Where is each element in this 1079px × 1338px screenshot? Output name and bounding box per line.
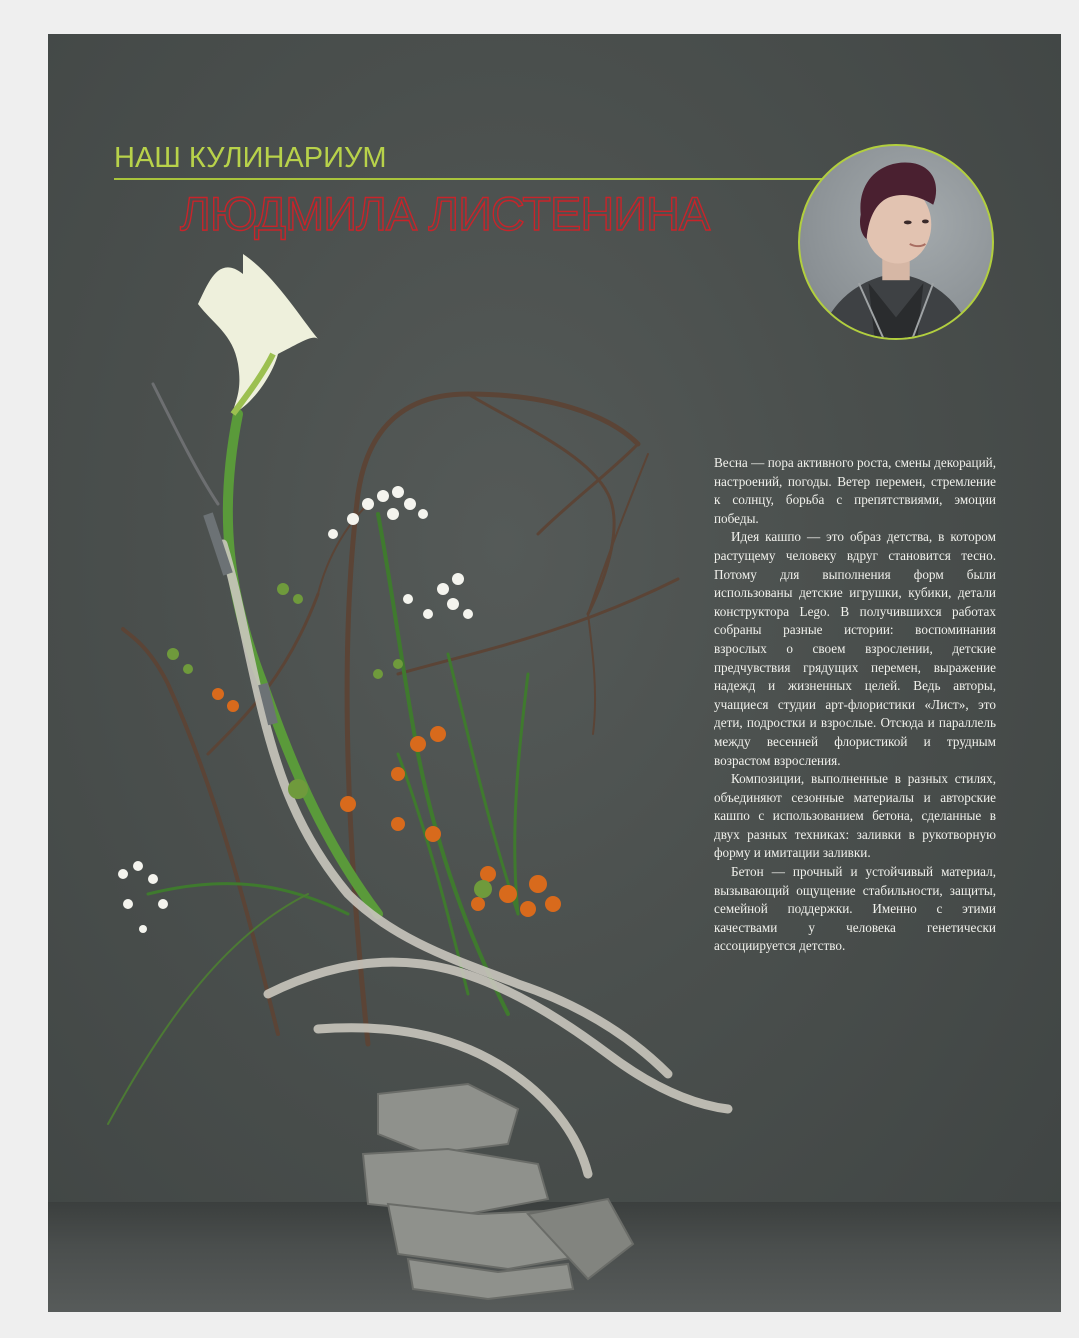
article-paragraph-1: Весна — пора активного роста, смены декораций, настроений, погоды. Ветер перемен, стремление к солнцу, борьба с препятствиями, эмоции победы. [714, 455, 996, 526]
author-name: ЛЮДМИЛА ЛИСТЕНИНА [180, 187, 710, 240]
header-rule [114, 178, 826, 180]
article-body [714, 454, 996, 956]
article-paragraph-2: Идея кашпо — это образ детства, в котором растущему человеку вдруг становится тесно. Потому для выполнения форм были использованы детские игрушки, кубики, детали конструктора Lego. В получившихся работах собраны разные истории: воспоминания взрослых о своем взрослении, детские предчувствия грядущих перемен, выражение надежд и жизненных целей. Ведь авторы, учащиеся студии арт-флористики «Лист», это дети, подростки и взрослые. Отсюда и параллель между весенней флористикой и трудным возрастом взросления. [714, 529, 996, 768]
section-rubric: НАШ КУЛИНАРИУМ [114, 142, 387, 174]
portrait-illustration [800, 146, 992, 338]
magazine-page [48, 34, 1061, 1312]
article-paragraph-3: Композиции, выполненные в разных стилях, объединяют сезонные материалы и авторские кашпо с использованием бетона, сделанные в двух разных техниках: заливки в рукотворную форму и имитации заливки. [714, 771, 996, 861]
article-paragraph-4: Бетон — прочный и устойчивый материал, вызывающий ощущение стабильности, защиты, семейной поддержки. Именно с этими качествами у человека генетически ассоциируется детство. [714, 864, 996, 954]
author-portrait [798, 144, 994, 340]
